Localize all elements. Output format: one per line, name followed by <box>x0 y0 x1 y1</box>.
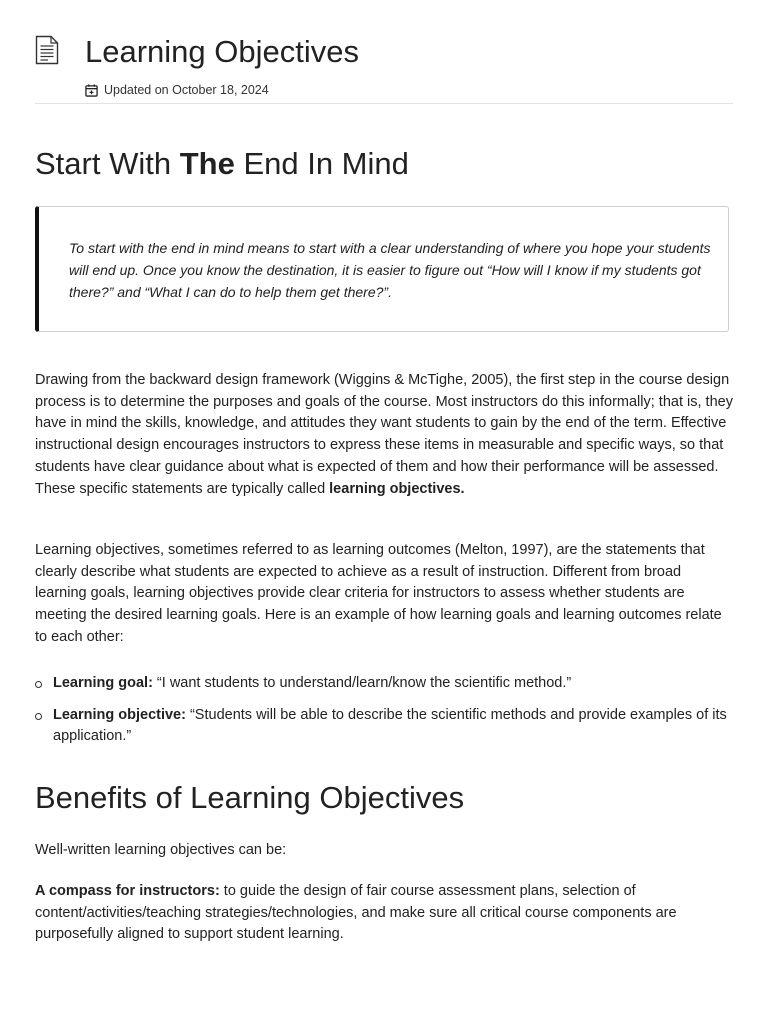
updated-date: Updated on October 18, 2024 <box>104 83 269 97</box>
goal-objective-list <box>35 673 733 758</box>
quote-text: To start with the end in mind means to start with a clear understanding of where you hope your students will end up. Once you know the destination, it is easier to figure out “How will I know if my students got there?” and “What I can do to help them get there?”. <box>69 240 711 300</box>
section-heading-benefits: Benefits of Learning Objectives <box>35 780 465 815</box>
list-item <box>35 673 733 695</box>
heading-bold-part: The <box>179 146 235 181</box>
paragraph-learning-objectives: Learning objectives, sometimes referred to as learning outcomes (Melton, 1997), are the statements that clearly describe what students are expected to achieve as a result of instruction. Different from broad learning goals, learning objectives provide clear criteria for instructors to assess whether students are meeting the desired learning goals. Here is an example of how learning goals and learning outcomes relate to each other: <box>35 542 722 645</box>
paragraph-backward-design <box>35 370 733 500</box>
paragraph-bold: A compass for instructors: <box>35 883 220 899</box>
updated-meta <box>85 81 269 99</box>
heading-part: Start With <box>35 146 180 181</box>
heading-part: End In Mind <box>234 146 409 181</box>
list-item-text: “I want students to understand/learn/know the scientific method.” <box>152 675 572 691</box>
calendar-icon <box>85 84 98 97</box>
title-row <box>35 30 733 80</box>
list-item-text: “Students will be able to describe the scientific methods and provide examples of its application.” <box>53 706 727 745</box>
paragraph-text: to guide the design of fair course assessment plans, selection of content/activities/teaching strategies/technologies, and make sure all critical course components are purposefully aligned to support student learning. <box>35 883 677 943</box>
document-icon <box>35 35 59 65</box>
paragraph-text: Drawing from the backward design framework (Wiggins & McTighe, 2005), the first step in the course design process is to determine the purposes and goals of the course. Most instructors do this informally; that is, they have in mind the skills, knowledge, and attitudes they want students to gain by the end of the term. Effective instructional design encourages instructors to express these items in measurable and specific ways, so that students have clear guidance about what is expected of them and how their performance will be assessed. These specific statements are typically called <box>35 372 733 497</box>
list-item-label: Learning objective: <box>53 706 186 723</box>
bullet-circle <box>35 681 42 688</box>
paragraph-bold: learning objectives. <box>329 480 465 497</box>
bullet-circle <box>35 713 42 720</box>
blockquote <box>35 206 729 332</box>
page-title: Learning Objectives <box>85 34 359 69</box>
list-item-label: Learning goal: <box>53 675 153 691</box>
paragraph-intro: Well-written learning objectives can be: <box>35 842 287 858</box>
section-heading-end-in-mind <box>35 142 409 186</box>
header-divider <box>35 103 733 104</box>
paragraph-compass <box>35 881 733 946</box>
list-item <box>35 705 733 748</box>
